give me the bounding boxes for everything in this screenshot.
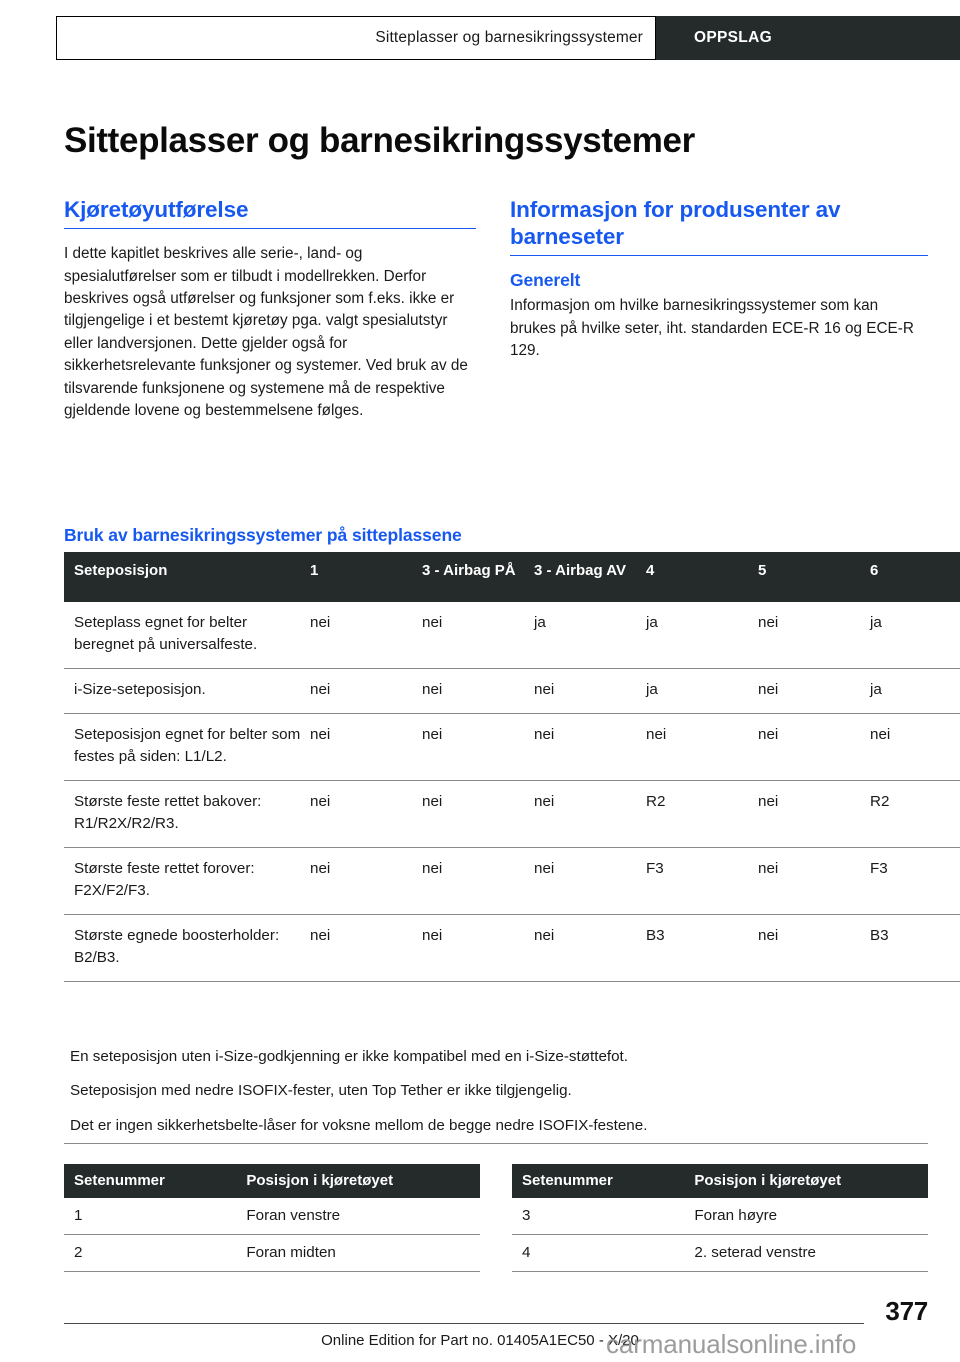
table-header-row xyxy=(64,1164,480,1198)
row-value: nei xyxy=(534,781,646,848)
table-row xyxy=(64,848,960,915)
row-value: F3 xyxy=(646,848,758,915)
row-value: ja xyxy=(534,602,646,669)
row-value: nei xyxy=(534,669,646,714)
section-heading-rule xyxy=(64,228,476,229)
row-value: nei xyxy=(758,669,870,714)
column-header-posisjon: Posisjon i kjøretøyet xyxy=(694,1164,928,1198)
seat-position: 2. seterad venstre xyxy=(694,1235,928,1272)
row-label: Største egnede boosterholder: B2/B3. xyxy=(64,915,310,982)
row-value: B3 xyxy=(870,915,960,982)
footer-rule xyxy=(64,1323,864,1324)
row-value: nei xyxy=(870,714,960,781)
column-header-6: 6 xyxy=(870,552,960,602)
row-value: R2 xyxy=(646,781,758,848)
running-header-title: Sitteplasser og barnesikringssystemer xyxy=(56,16,656,60)
row-value: F3 xyxy=(870,848,960,915)
column-header-4: 4 xyxy=(646,552,758,602)
seat-number-table-left-wrapper xyxy=(64,1164,480,1272)
row-label: i-Size-seteposisjon. xyxy=(64,669,310,714)
right-column xyxy=(510,196,928,363)
column-header-posisjon: Posisjon i kjøretøyet xyxy=(246,1164,480,1198)
running-header xyxy=(56,16,960,60)
seat-usage-table xyxy=(64,552,960,982)
left-column-body: I dette kapitlet beskrives alle serie-, land- og spesialutførelser som er tilbudt i modellrekken. Derfor beskrives også utførelser og funksjoner som f.eks. ikke er tilgjengelige i et bestemt kjøretøy pga. valgt spesialutstyr eller landversjonen. Dette gjelder også for sikkerhetsrelevante funksjoner og systemer. Ved bruk av de tilsvarende funksjonene og systemene må de respektive gjeldende lovene og bestemmelsene følges. xyxy=(64,245,468,420)
row-label: Seteposisjon egnet for belter som festes på siden: L1/L2. xyxy=(64,714,310,781)
row-value: nei xyxy=(310,714,422,781)
mini-table-head xyxy=(512,1164,928,1198)
row-value: nei xyxy=(310,669,422,714)
column-header-3-airbag-pa: 3 - Airbag PÅ xyxy=(422,552,534,602)
seat-number: 1 xyxy=(64,1198,246,1235)
row-label: Største feste rettet bakover: R1/R2X/R2/R3. xyxy=(64,781,310,848)
table-row xyxy=(512,1198,928,1235)
seat-position: Foran midten xyxy=(246,1235,480,1272)
row-value: nei xyxy=(310,915,422,982)
table-row xyxy=(64,669,960,714)
right-column-body: Informasjon om hvilke barnesikringssystemer som kan brukes på hvilke seter, iht. standarden ECE-R 16 og ECE-R 129. xyxy=(510,297,914,360)
table-note: En seteposisjon uten i-Size-godkjenning er ikke kompatibel med en i-Size-støttefot. xyxy=(70,1048,628,1065)
row-value: nei xyxy=(422,602,534,669)
row-value: nei xyxy=(534,848,646,915)
row-value: nei xyxy=(758,915,870,982)
row-value: nei xyxy=(310,848,422,915)
row-label: Største feste rettet forover: F2X/F2/F3. xyxy=(64,848,310,915)
seat-number: 2 xyxy=(64,1235,246,1272)
section-heading-rule xyxy=(510,255,928,256)
table-row xyxy=(64,1198,480,1235)
running-header-tab: OPPSLAG xyxy=(656,16,960,60)
table-notes xyxy=(64,1040,928,1144)
row-value: nei xyxy=(534,714,646,781)
column-header-5: 5 xyxy=(758,552,870,602)
row-value: ja xyxy=(870,602,960,669)
mini-table-body xyxy=(64,1198,480,1272)
row-value: nei xyxy=(758,714,870,781)
section-heading-informasjon: Informasjon for produsenter av barneseter xyxy=(510,197,841,250)
row-value: R2 xyxy=(870,781,960,848)
column-header-seteposisjon: Seteposisjon xyxy=(64,552,310,602)
row-value: ja xyxy=(646,602,758,669)
seat-number-table-left xyxy=(64,1164,480,1272)
row-value: nei xyxy=(422,669,534,714)
seat-position: Foran høyre xyxy=(694,1198,928,1235)
row-value: nei xyxy=(534,915,646,982)
table-row xyxy=(64,781,960,848)
table-section-heading: Bruk av barnesikringssystemer på sitteplassene xyxy=(64,524,462,545)
row-value: nei xyxy=(758,602,870,669)
watermark: carmanualsonline.info xyxy=(606,1329,857,1359)
row-value: nei xyxy=(758,781,870,848)
seat-number-tables xyxy=(64,1164,928,1272)
seat-number: 3 xyxy=(512,1198,694,1235)
row-value: nei xyxy=(422,781,534,848)
column-header-3-airbag-av: 3 - Airbag AV xyxy=(534,552,646,602)
row-value: nei xyxy=(422,915,534,982)
section-heading-kjoretoyutforelse: Kjøretøyutførelse xyxy=(64,197,249,222)
table-row xyxy=(64,602,960,669)
page-title: Sitteplasser og barnesikringssystemer xyxy=(64,121,695,161)
page-number: 377 xyxy=(885,1296,928,1326)
table-row xyxy=(512,1235,928,1272)
row-value: B3 xyxy=(646,915,758,982)
seat-number: 4 xyxy=(512,1235,694,1272)
seat-position: Foran venstre xyxy=(246,1198,480,1235)
row-value: nei xyxy=(422,714,534,781)
column-header-1: 1 xyxy=(310,552,422,602)
table-note: Seteposisjon med nedre ISOFIX-fester, uten Top Tether er ikke tilgjengelig. xyxy=(70,1082,572,1100)
left-column xyxy=(64,196,476,422)
table-row xyxy=(64,714,960,781)
column-header-setenummer: Setenummer xyxy=(64,1164,246,1198)
seat-usage-table-wrapper xyxy=(64,552,928,982)
table-header-row xyxy=(64,552,960,602)
table-row xyxy=(64,915,960,982)
seat-usage-table-head xyxy=(64,552,960,602)
mini-table-head xyxy=(64,1164,480,1198)
row-value: nei xyxy=(758,848,870,915)
row-value: nei xyxy=(310,781,422,848)
seat-usage-table-body xyxy=(64,602,960,982)
row-value: nei xyxy=(310,602,422,669)
table-header-row xyxy=(512,1164,928,1198)
seat-number-table-right xyxy=(512,1164,928,1272)
row-value: ja xyxy=(870,669,960,714)
row-value: ja xyxy=(646,669,758,714)
row-value: nei xyxy=(422,848,534,915)
edition-line: Online Edition for Part no. 01405A1EC50 - X/20 xyxy=(321,1332,639,1349)
table-row xyxy=(64,1235,480,1272)
row-value: nei xyxy=(646,714,758,781)
table-note: Det er ingen sikkerhetsbelte-låser for voksne mellom de begge nedre ISOFIX-festene. xyxy=(64,1109,928,1144)
row-label: Seteplass egnet for belter beregnet på universalfeste. xyxy=(64,602,310,669)
seat-number-table-right-wrapper xyxy=(512,1164,928,1272)
column-header-setenummer: Setenummer xyxy=(512,1164,694,1198)
mini-table-body xyxy=(512,1198,928,1272)
subheading-generelt: Generelt xyxy=(510,270,581,291)
